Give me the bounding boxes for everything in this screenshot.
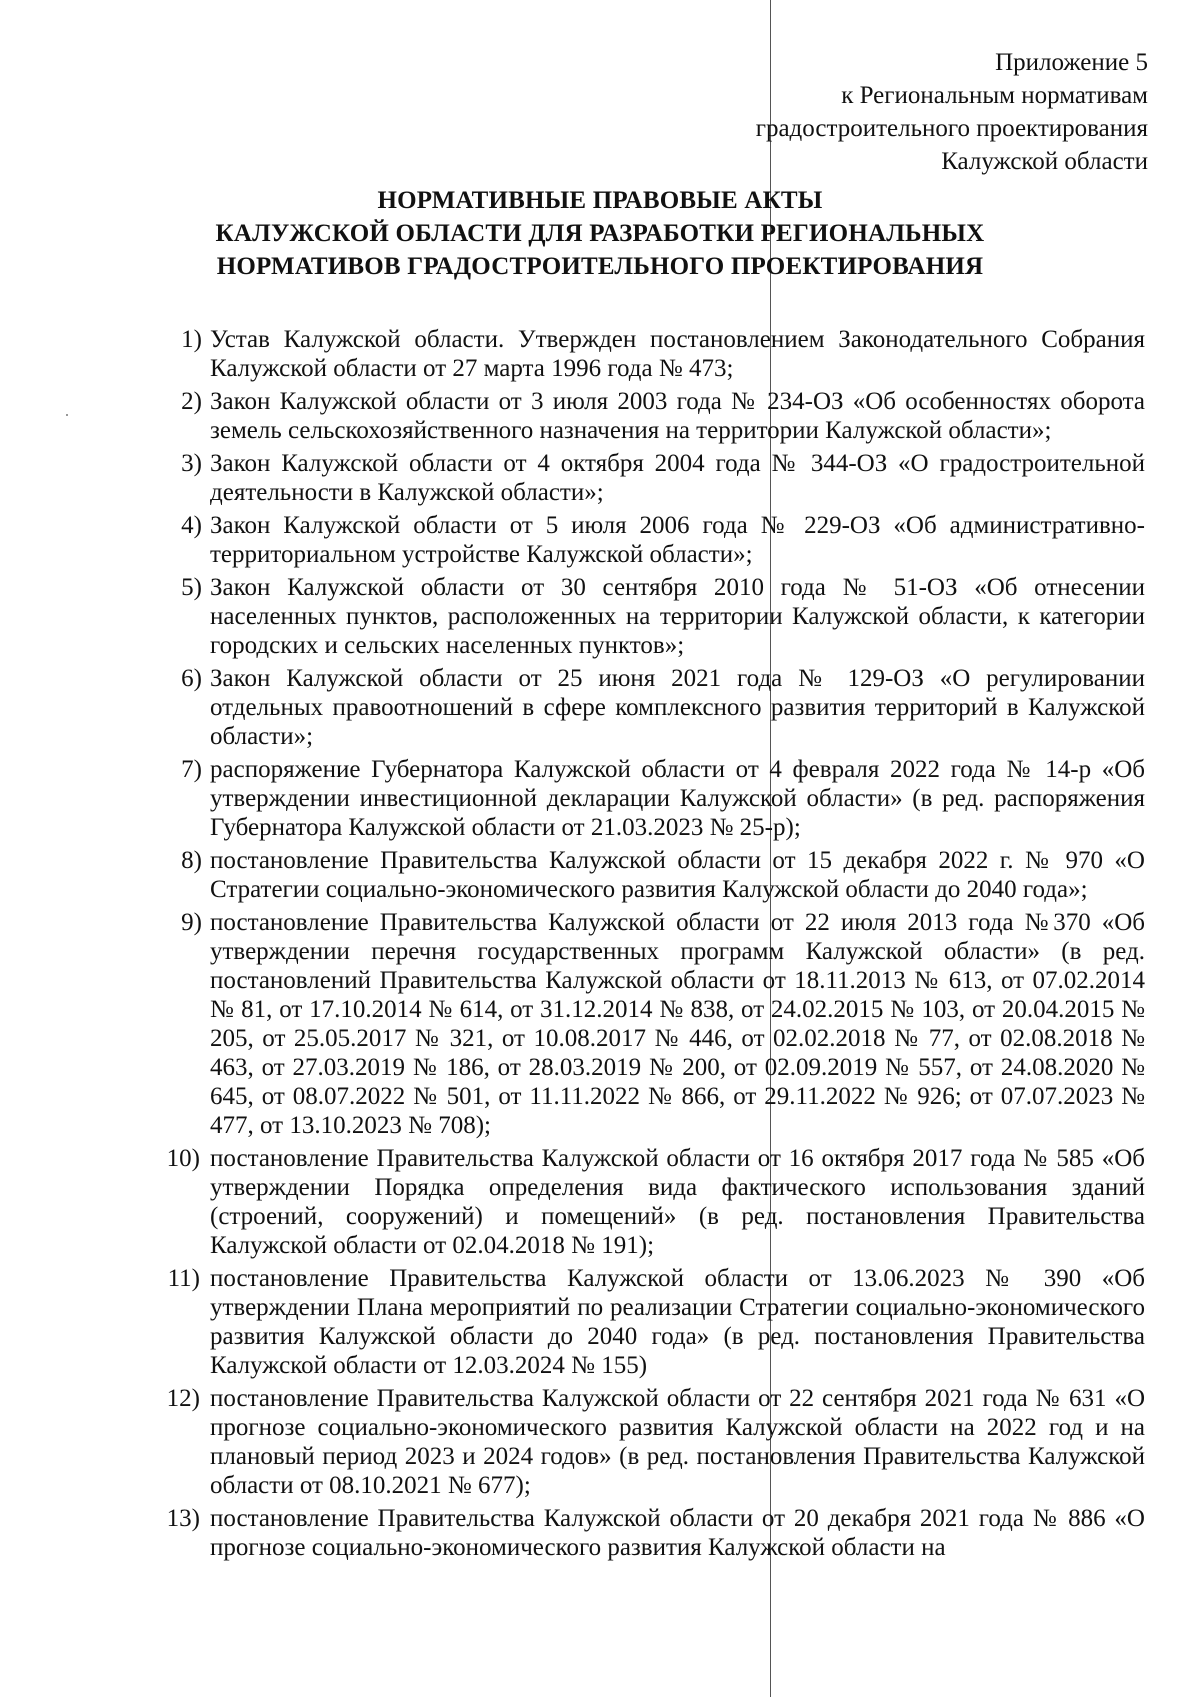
list-item-number: 10) xyxy=(166,1145,200,1172)
list-item-number: 12) xyxy=(166,1385,200,1412)
title-line-3: НОРМАТИВОВ ГРАДОСТРОИТЕЛЬНОГО ПРОЕКТИРОВАНИЯ xyxy=(216,253,984,280)
list-item-number: 8) xyxy=(181,847,202,874)
list-item-text: постановление Правительства Калужской области от 22 июля 2013 года №370 «Об утверждении перечня государственных программ Калужской области» (в ред. постановлений Правительства Калужской области от 18.11.2013 № 613, от 07.02.2014 № 81, от 17.10.2014 № 614, от 31.12.2014 № 838, от 24.02.2015 № 103, от 20.04.2015 № 205, от 25.05.2017 № 321, от 10.08.2017 № 446, от 02.02.2018 № 77, от 02.08.2018 № 463, от 27.03.2019 № 186, от 28.03.2019 № 200, от 02.09.2019 № 557, от 24.08.2020 № 645, от 08.07.2022 № 501, от 11.11.2022 № 866, от 29.11.2022 № 926; от 07.07.2023 № 477, от 13.10.2023 № 708); xyxy=(210,909,1145,1139)
list-item-text: Закон Калужской области от 5 июля 2006 года № 229-ОЗ «Об административно-территориальном устройстве Калужской области»; xyxy=(210,512,1145,568)
title-line-1: НОРМАТИВНЫЕ ПРАВОВЫЕ АКТЫ xyxy=(377,187,823,214)
appendix-line-4: Калужской области xyxy=(941,148,1148,175)
appendix-line-1: Приложение 5 xyxy=(995,49,1148,76)
list-item xyxy=(0,387,1200,445)
list-item-number: 6) xyxy=(181,665,202,692)
list-item xyxy=(0,1264,1200,1380)
list-item-text: Закон Калужской области от 3 июля 2003 года № 234-ОЗ «Об особенностях оборота земель сельскохозяйственного назначения на территории Калужской области»; xyxy=(210,388,1145,444)
list-item xyxy=(0,1144,1200,1260)
list-item xyxy=(0,325,1200,383)
list-item-text: распоряжение Губернатора Калужской области от 4 февраля 2022 года № 14-р «Об утверждении инвестиционной декларации Калужской области» (в ред. распоряжения Губернатора Калужской области от 21.03.2023 № 25-р); xyxy=(210,756,1145,841)
list-item xyxy=(0,755,1200,842)
list-item xyxy=(0,664,1200,751)
list-item-number: 11) xyxy=(167,1265,200,1292)
list-item xyxy=(0,846,1200,904)
appendix-header xyxy=(756,46,1148,178)
list-item-number: 13) xyxy=(166,1505,200,1532)
acts-list xyxy=(0,325,1200,1566)
list-item-text: Закон Калужской области от 30 сентября 2010 года № 51-ОЗ «Об отнесении населенных пунктов, расположенных на территории Калужской области, к категории городских и сельских населенных пунктов»; xyxy=(210,574,1145,659)
list-item xyxy=(0,573,1200,660)
document-title xyxy=(150,184,1050,283)
appendix-line-3: градостроительного проектирования xyxy=(755,115,1148,142)
list-item xyxy=(0,449,1200,507)
list-item-text: постановление Правительства Калужской области от 13.06.2023 № 390 «Об утверждении Плана мероприятий по реализации Стратегии социально-экономического развития Калужской области до 2040 года» (в ред. постановления Правительства Калужской области от 12.03.2024 № 155) xyxy=(210,1265,1145,1379)
title-line-2: КАЛУЖСКОЙ ОБЛАСТИ ДЛЯ РАЗРАБОТКИ РЕГИОНАЛЬНЫХ xyxy=(215,220,985,247)
list-item xyxy=(0,511,1200,569)
list-item-text: Закон Калужской области от 25 июня 2021 года № 129-ОЗ «О регулировании отдельных правоотношений в сфере комплексного развития территорий в Калужской области»; xyxy=(210,665,1145,750)
list-item-text: постановление Правительства Калужской области от 22 сентября 2021 года № 631 «О прогнозе социально-экономического развития Калужской области на 2022 год и на плановый период 2023 и 2024 годов» (в ред. постановления Правительства Калужской области от 08.10.2021 № 677); xyxy=(210,1385,1145,1499)
list-item-text: Закон Калужской области от 4 октября 2004 года № 344-ОЗ «О градостроительной деятельности в Калужской области»; xyxy=(210,450,1145,506)
list-item xyxy=(0,1504,1200,1562)
list-item xyxy=(0,908,1200,1140)
list-item-text: постановление Правительства Калужской области от 16 октября 2017 года № 585 «Об утверждении Порядка определения вида фактического использования зданий (строений, сооружений) и помещений» (в ред. постановления Правительства Калужской области от 02.04.2018 № 191); xyxy=(210,1145,1145,1259)
list-item-number: 4) xyxy=(181,512,202,539)
list-item-text: постановление Правительства Калужской области от 15 декабря 2022 г. № 970 «О Стратегии социально-экономического развития Калужской области до 2040 года»; xyxy=(210,847,1145,903)
list-item-number: 7) xyxy=(181,756,202,783)
list-item-text: Устав Калужской области. Утвержден постановлением Законодательного Собрания Калужской области от 27 марта 1996 года № 473; xyxy=(210,326,1145,382)
appendix-line-2: к Региональным нормативам xyxy=(841,82,1148,109)
list-item xyxy=(0,1384,1200,1500)
list-item-number: 1) xyxy=(181,326,202,353)
list-item-number: 9) xyxy=(181,909,202,936)
list-item-number: 2) xyxy=(181,388,202,415)
list-item-text: постановление Правительства Калужской области от 20 декабря 2021 года № 886 «О прогнозе социально-экономического развития Калужской области на xyxy=(210,1505,1145,1561)
list-item-number: 5) xyxy=(181,574,202,601)
list-item-number: 3) xyxy=(181,450,202,477)
